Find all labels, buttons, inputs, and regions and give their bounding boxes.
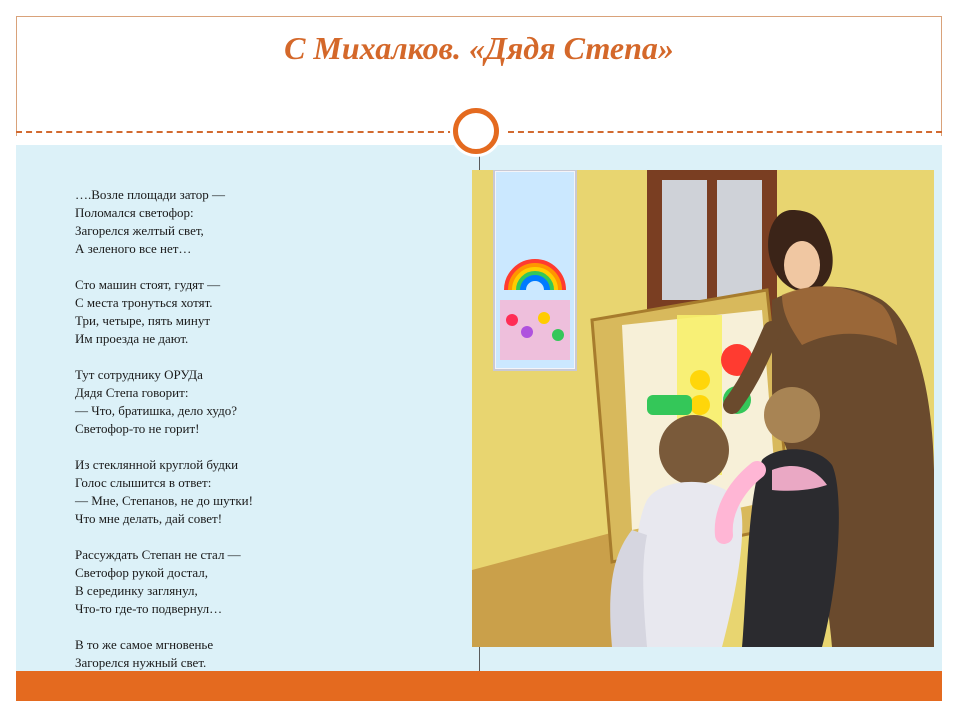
poem-line: ….Возле площади затор — bbox=[75, 187, 225, 202]
toy-car bbox=[647, 395, 692, 415]
poem-line: Поломался светофор: bbox=[75, 205, 194, 220]
poster-flower bbox=[552, 329, 564, 341]
poem-line: С места тронуться хотят. bbox=[75, 295, 213, 310]
poem-line: Загорелся нужный свет. bbox=[75, 655, 207, 670]
poem-line: А зеленого все нет… bbox=[75, 241, 192, 256]
poem-line: Дядя Степа говорит: bbox=[75, 385, 189, 400]
slide-title: С Михалков. «Дядя Степа» bbox=[284, 30, 674, 66]
poem-line: Что мне делать, дай совет! bbox=[75, 511, 223, 526]
door-glass-left bbox=[662, 180, 707, 300]
ring-icon bbox=[453, 108, 499, 154]
poem-stanza bbox=[75, 546, 455, 618]
poem-line: В то же самое мгновенье bbox=[75, 637, 214, 652]
bottom-bar bbox=[16, 671, 942, 701]
traffic-light-yellow bbox=[690, 395, 710, 415]
child2-hair bbox=[764, 387, 820, 443]
traffic-light-yellow bbox=[690, 370, 710, 390]
poem-line: Светофор рукой достал, bbox=[75, 565, 209, 580]
poem-line: Три, четыре, пять минут bbox=[75, 313, 211, 328]
poem-line: Сто машин стоят, гудят — bbox=[75, 277, 221, 292]
poem-line: Рассуждать Степан не стал — bbox=[75, 547, 241, 562]
poem-line: В серединку заглянул, bbox=[75, 583, 198, 598]
poem-stanza bbox=[75, 276, 455, 348]
door-glass-right bbox=[717, 180, 762, 300]
poem-line: Им проезда не дают. bbox=[75, 331, 189, 346]
poem-line: Тут сотруднику ОРУДа bbox=[75, 367, 203, 382]
poem-line: Светофор-то не горит! bbox=[75, 421, 200, 436]
poem-stanza bbox=[75, 186, 455, 258]
poem-line: Голос слышится в ответ: bbox=[75, 475, 212, 490]
poster-flower bbox=[506, 314, 518, 326]
teacher-face bbox=[784, 241, 820, 289]
poem-line: — Мне, Степанов, не до шутки! bbox=[75, 493, 253, 508]
poem-line: Загорелся желтый свет, bbox=[75, 223, 204, 238]
classroom-photo bbox=[472, 170, 934, 647]
classroom-photo-icon bbox=[472, 170, 934, 647]
poster-flower bbox=[538, 312, 550, 324]
child1-hair bbox=[659, 415, 729, 485]
poem-line: — Что, братишка, дело худо? bbox=[75, 403, 237, 418]
header-divider-left bbox=[16, 131, 454, 133]
poem-line: Что-то где-то подвернул… bbox=[75, 601, 223, 616]
poem-stanza bbox=[75, 456, 455, 528]
poem-line: Из стеклянной круглой будки bbox=[75, 457, 239, 472]
poem-stanza bbox=[75, 366, 455, 438]
header-divider-right bbox=[508, 131, 942, 133]
poem-text bbox=[75, 186, 455, 708]
poster-flower bbox=[521, 326, 533, 338]
